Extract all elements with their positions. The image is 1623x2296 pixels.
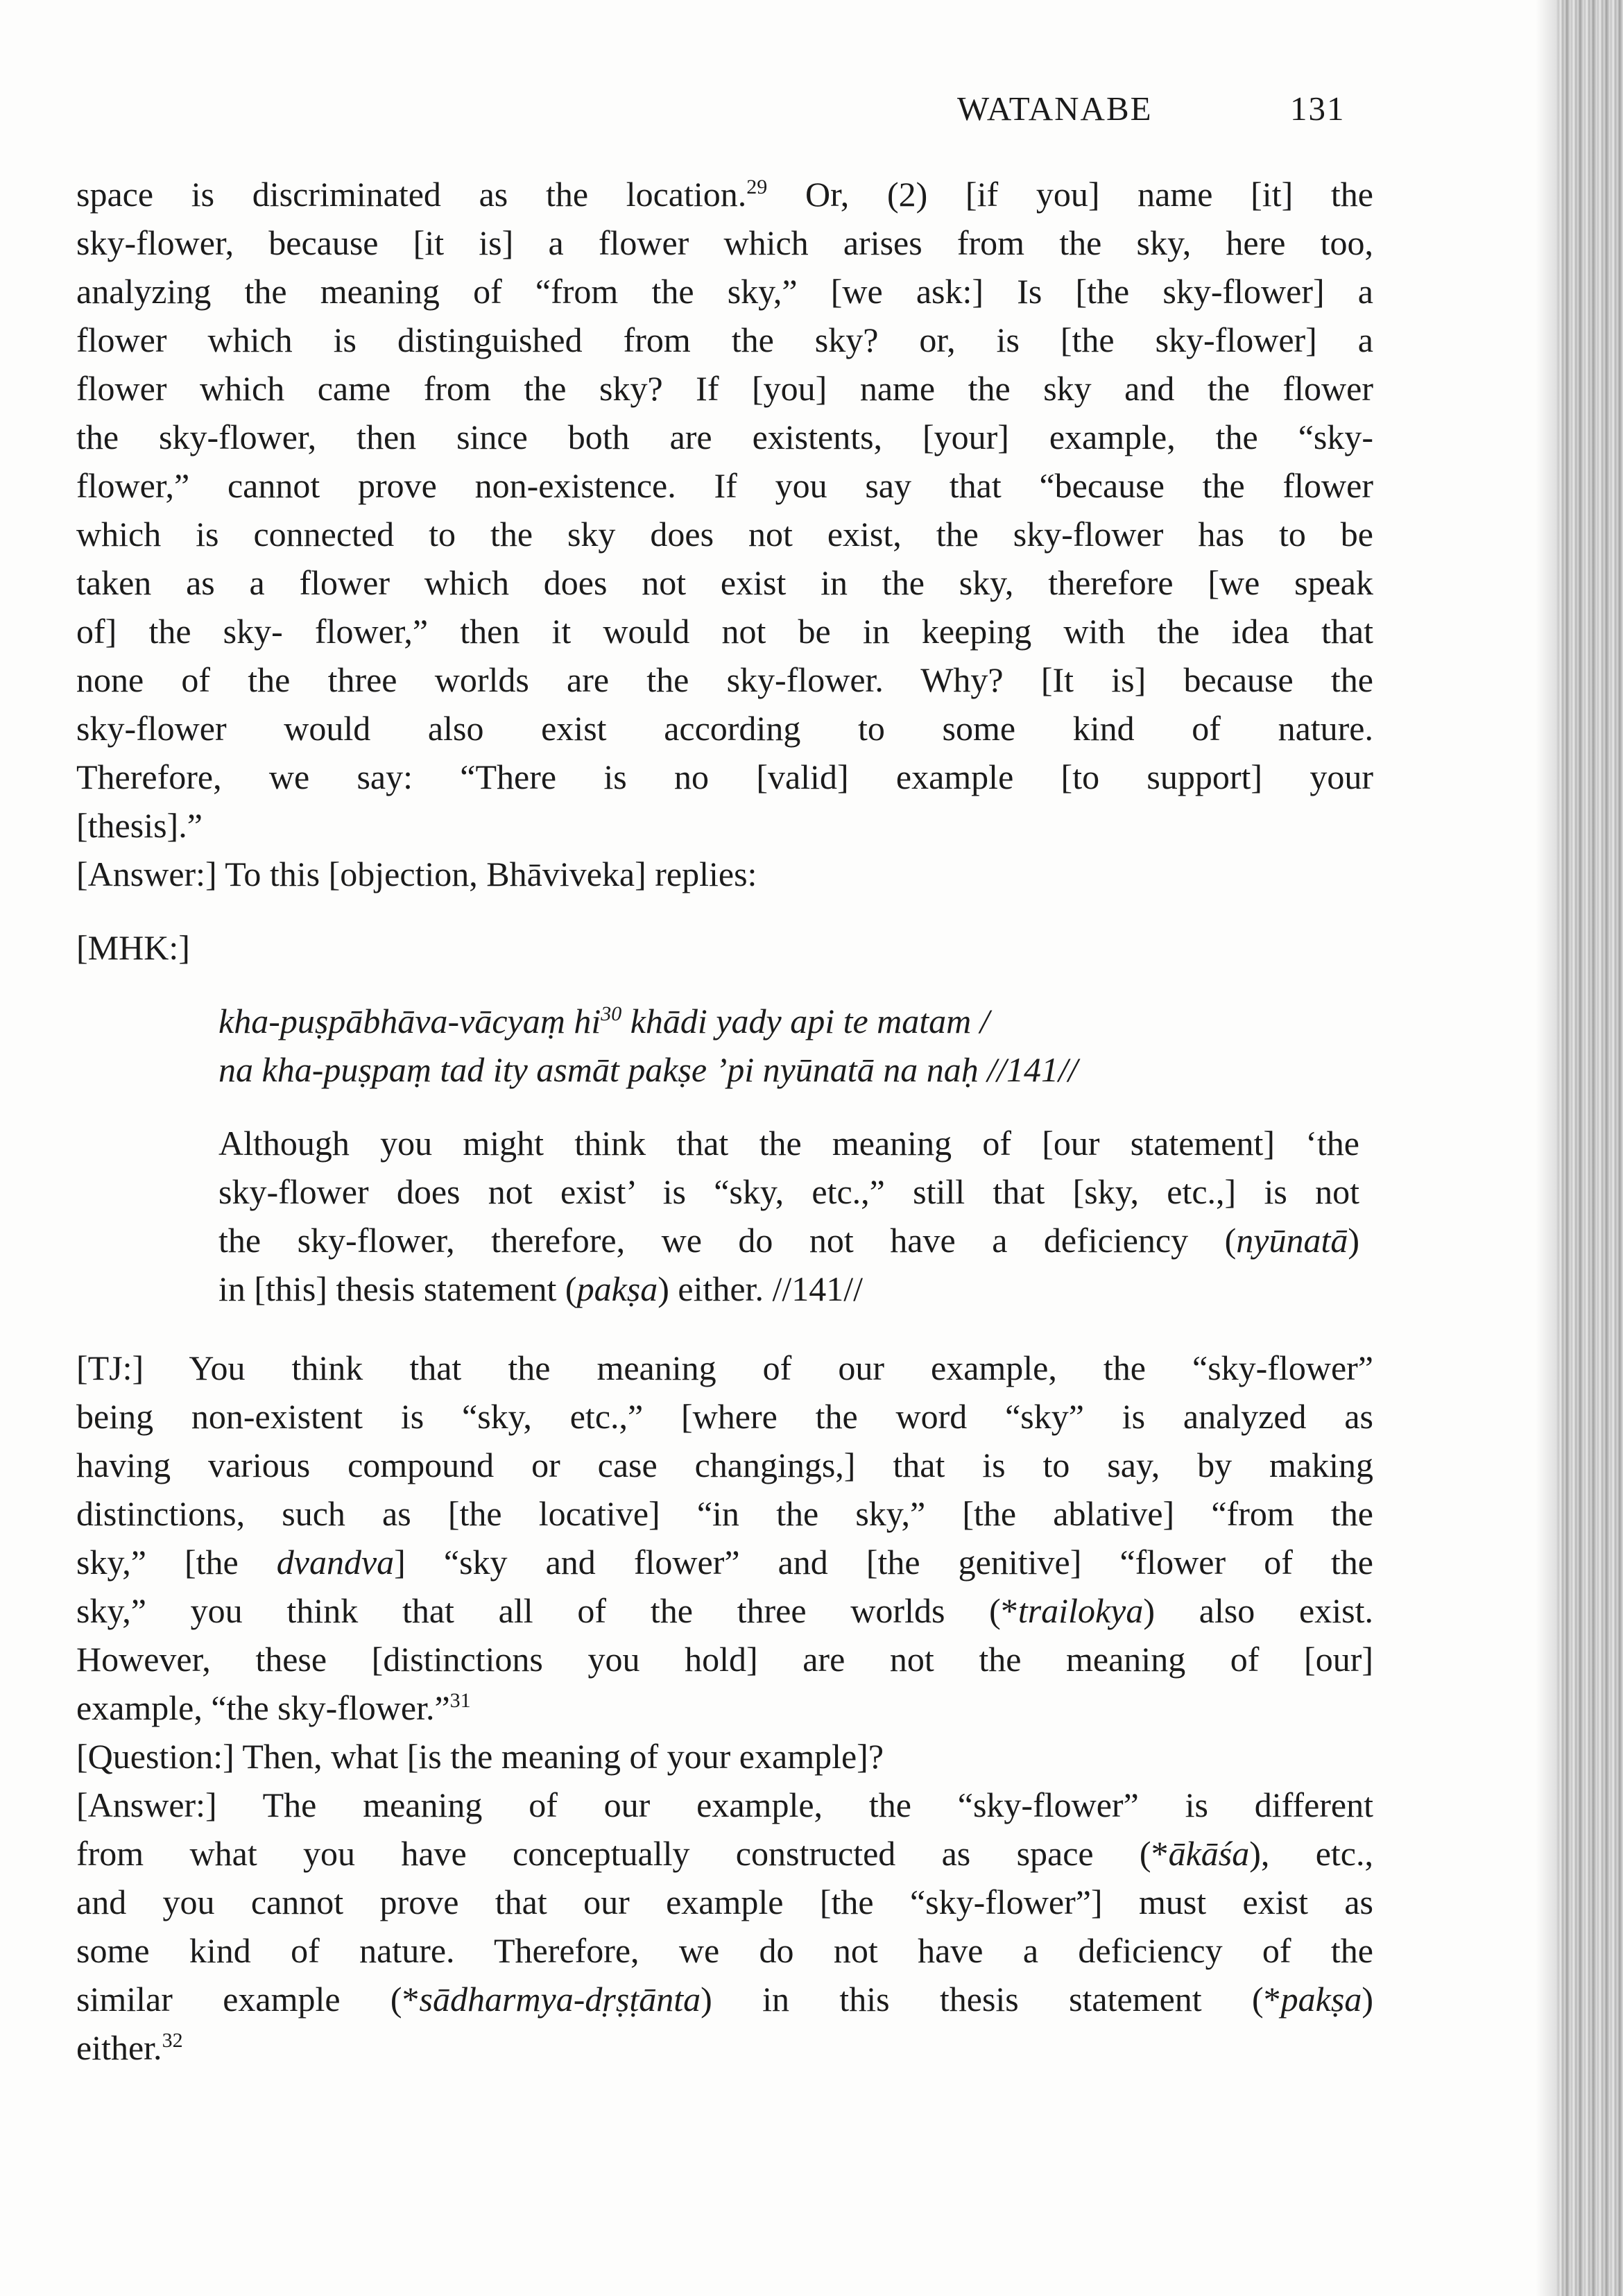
paragraph-line: of] the sky- flower,” then it would not be in keeping with the idea that <box>76 612 1373 651</box>
verse-block <box>218 997 1359 1094</box>
spacer <box>76 898 1373 923</box>
mhk-label: [MHK:] <box>76 928 190 967</box>
verse-line: na kha-puṣpaṃ tad ity asmāt pakṣe ’pi nyūnatā na naḥ //141// <box>218 1050 1078 1089</box>
paragraph-line: which is connected to the sky does not exist, the sky-flower has to be <box>76 515 1373 554</box>
paragraph-line: flower which came from the sky? If [you] name the sky and the flower <box>76 369 1373 408</box>
running-title: WATANABE <box>957 89 1153 128</box>
scanned-page-edge <box>1556 0 1623 2296</box>
commentary-line: distinctions, such as [the locative] “in the sky,” [the ablative] “from the <box>76 1494 1373 1533</box>
commentary-line: example, “the sky-flower.”$^{31}$ <box>76 1688 471 1727</box>
page-number: 131 <box>1290 89 1346 128</box>
translation-line: sky-flower does not exist’ is “sky, etc.,” still that [sky, etc.,] is not <box>218 1172 1359 1211</box>
answer-paragraph-line: either.$^{32}$ <box>76 2028 183 2067</box>
paragraph-line: Therefore, we say: “There is no [valid] example [to support] your <box>76 757 1373 796</box>
paragraph-line: flower,” cannot prove non-existence. If you say that “because the flower <box>76 466 1373 505</box>
paragraph-line: sky-flower, because [it is] a flower which arises from the sky, here too, <box>76 223 1373 262</box>
commentary-line: being non-existent is “sky, etc.,” [where the word “sky” is analyzed as <box>76 1397 1373 1436</box>
translation-line: the sky-flower, therefore, we do not have a deficiency (nyūnatā) <box>218 1221 1359 1260</box>
paragraph-line: taken as a flower which does not exist in the sky, therefore [we speak <box>76 563 1373 602</box>
commentary-line: However, these [distinctions you hold] are not the meaning of [our] <box>76 1640 1373 1679</box>
answer-paragraph-line: [Answer:] The meaning of our example, the “sky-flower” is different <box>76 1785 1373 1824</box>
paragraph-line: [thesis].” <box>76 806 203 845</box>
commentary-line: having various compound or case changings,] that is to say, by making <box>76 1446 1373 1484</box>
commentary-line: sky,” [the dvandva] “sky and flower” and [the genitive] “flower of the <box>76 1543 1373 1582</box>
answer-paragraph-line: some kind of nature. Therefore, we do not have a deficiency of the <box>76 1931 1373 1970</box>
paragraph-line: the sky-flower, then since both are existents, [your] example, the “sky- <box>76 418 1373 456</box>
spacer <box>76 1313 1373 1344</box>
answer-paragraph-line: similar example (*sādharmya-dṛṣṭānta) in this thesis statement (*pakṣa) <box>76 1980 1373 2019</box>
translation-line: in [this] thesis statement (pakṣa) either. //141// <box>218 1269 864 1308</box>
paragraph-line: none of the three worlds are the sky-flower. Why? [It is] because the <box>76 660 1373 699</box>
answer-paragraph-line: and you cannot prove that our example [the “sky-flower”] must exist as <box>76 1883 1373 1921</box>
answer-line: [Answer:] To this [objection, Bhāviveka] replies: <box>76 855 757 893</box>
scan-shadow <box>1536 0 1556 2296</box>
paragraph-line: flower which is distinguished from the sky? or, is [the sky-flower] a <box>76 320 1373 359</box>
spacer <box>76 1094 1373 1119</box>
running-header <box>957 89 1373 144</box>
answer-paragraph-line: from what you have conceptually constructed as space (*ākāśa), etc., <box>76 1834 1373 1873</box>
paragraph-line: analyzing the meaning of “from the sky,” [we ask:] Is [the sky-flower] a <box>76 272 1373 311</box>
commentary-line: [TJ:] You think that the meaning of our example, the “sky-flower” <box>76 1348 1373 1387</box>
paragraph-line: sky-flower would also exist according to some kind of nature. <box>76 709 1373 748</box>
footnote-ref: 30 <box>601 1002 622 1025</box>
paragraph-line: space is discriminated as the location.$^{29}$ Or, (2) [if you] name [it] the <box>76 175 1373 214</box>
question-line: [Question:] Then, what [is the meaning of your example]? <box>76 1737 884 1776</box>
body-text <box>76 170 1373 2072</box>
verse-translation <box>218 1119 1359 1313</box>
spacer <box>76 972 1373 997</box>
commentary-line: sky,” you think that all of the three worlds (*trailokya) also exist. <box>76 1591 1373 1630</box>
footnote-ref: 31 <box>449 1689 471 1712</box>
footnote-ref: 29 <box>746 175 768 198</box>
footnote-ref: 32 <box>162 2029 183 2052</box>
verse-line: kha-puṣpābhāva-vācyaṃ $hi^{30}$ khādi yady api te matam / <box>218 1002 990 1040</box>
translation-line: Although you might think that the meaning of [our statement] ‘the <box>218 1124 1359 1163</box>
